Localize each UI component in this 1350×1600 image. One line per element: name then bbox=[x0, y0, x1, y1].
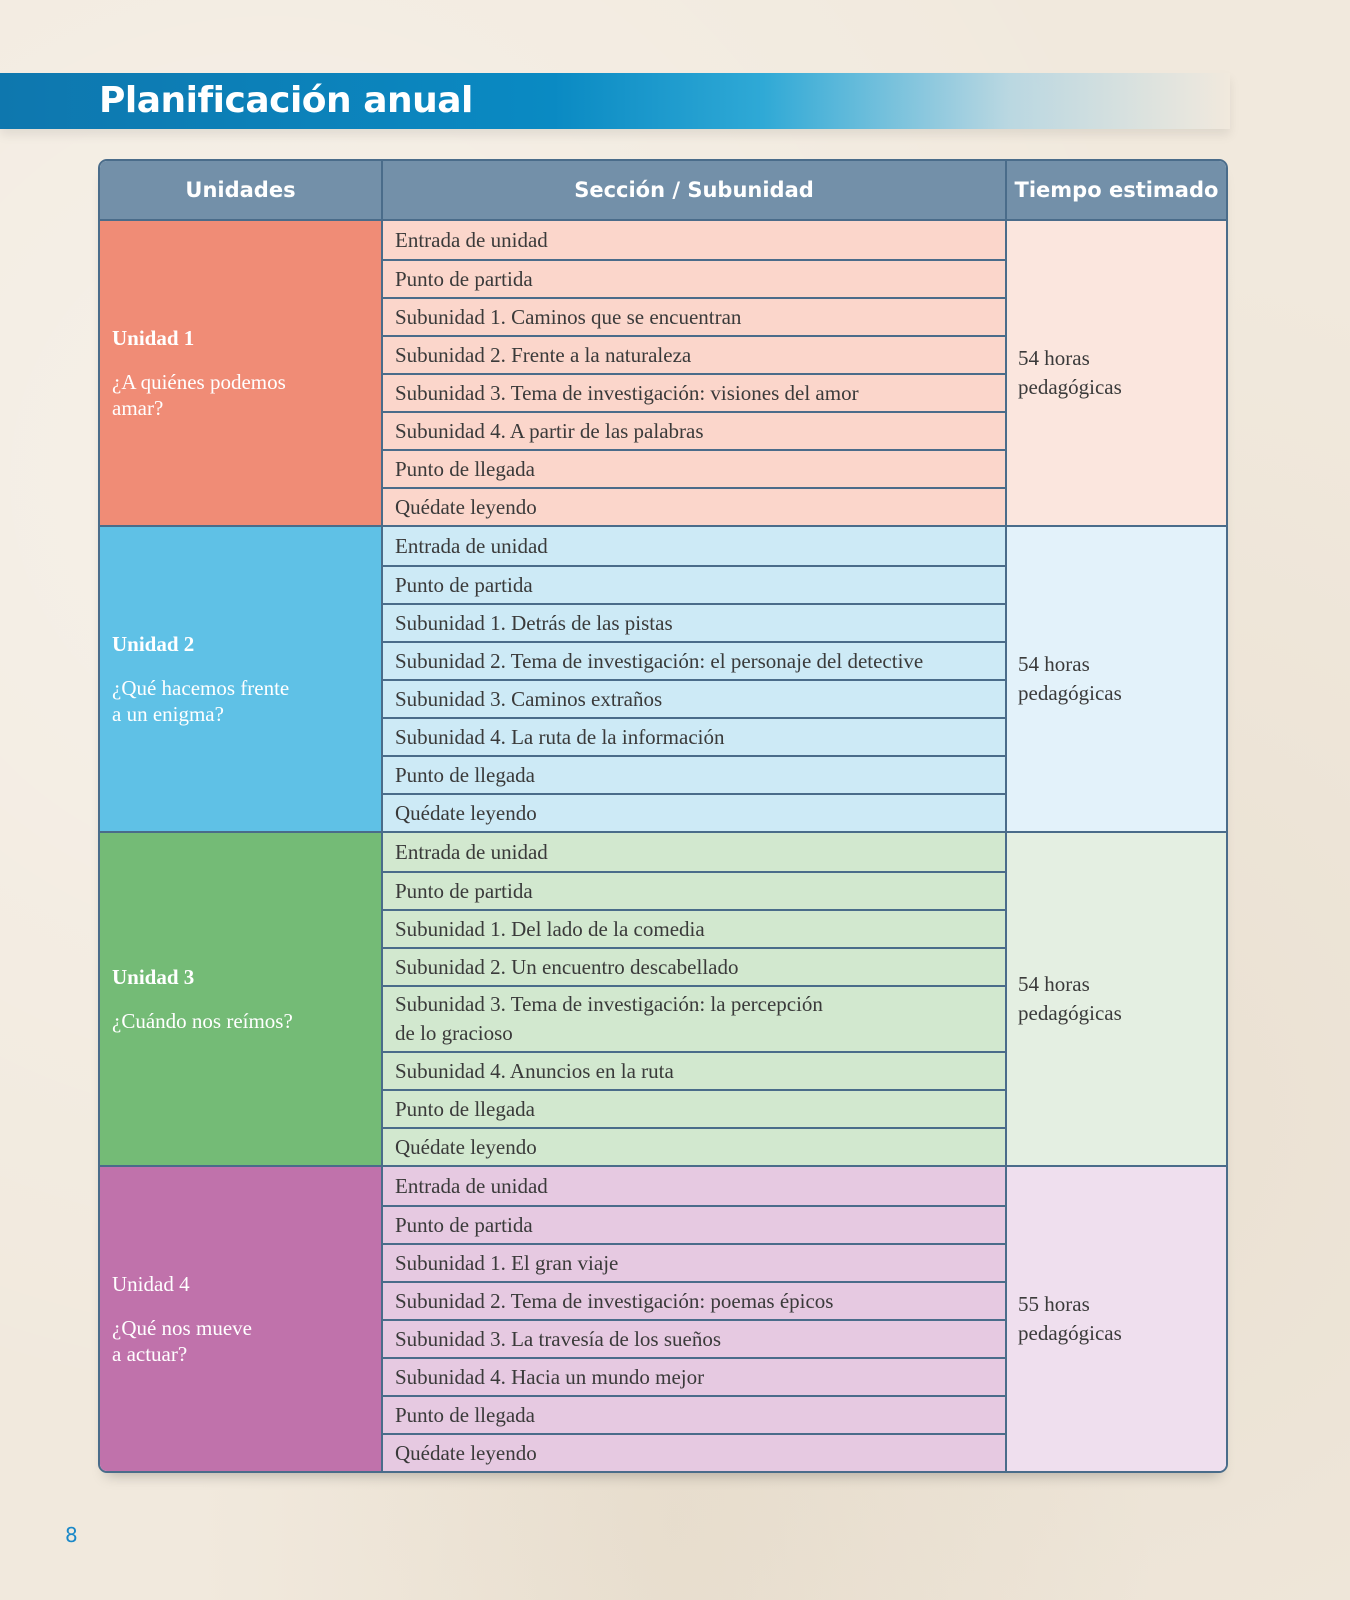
unit-block-3 bbox=[100, 831, 1226, 1165]
section-row: Subunidad 3. Tema de investigación: visiones del amor bbox=[383, 373, 1005, 411]
section-row: Entrada de unidad bbox=[383, 1167, 1005, 1205]
section-row: Subunidad 1. Del lado de la comedia bbox=[383, 909, 1005, 947]
page-number: 8 bbox=[65, 1523, 78, 1547]
section-row: Subunidad 4. Anuncios en la ruta bbox=[383, 1051, 1005, 1089]
time-estimate: 54 horas pedagógicas bbox=[1007, 221, 1226, 525]
section-row: Entrada de unidad bbox=[383, 221, 1005, 259]
unit-block-4 bbox=[100, 1165, 1226, 1471]
unit-question: ¿A quiénes podemos amar? bbox=[112, 369, 286, 420]
unit-cell bbox=[100, 221, 381, 525]
section-row: Quédate leyendo bbox=[383, 793, 1005, 831]
section-row: Subunidad 1. Caminos que se encuentran bbox=[383, 297, 1005, 335]
time-estimate: 55 horas pedagógicas bbox=[1007, 1167, 1226, 1471]
section-row: Punto de llegada bbox=[383, 755, 1005, 793]
unit-cell bbox=[100, 1167, 381, 1471]
sections-list bbox=[381, 527, 1007, 831]
section-row: Punto de partida bbox=[383, 565, 1005, 603]
unit-name: Unidad 4 bbox=[112, 1271, 190, 1296]
unit-name: Unidad 3 bbox=[112, 964, 195, 989]
section-row: Subunidad 3. Tema de investigación: la percepción de lo gracioso bbox=[383, 985, 1005, 1051]
header-units: Unidades bbox=[185, 178, 296, 202]
section-row: Punto de partida bbox=[383, 259, 1005, 297]
section-row: Entrada de unidad bbox=[383, 527, 1005, 565]
annual-plan-table bbox=[98, 159, 1228, 1473]
header-section: Sección / Subunidad bbox=[381, 161, 1005, 219]
section-row: Punto de llegada bbox=[383, 1395, 1005, 1433]
table-header bbox=[100, 161, 1226, 221]
unit-cell bbox=[100, 833, 381, 1165]
unit-name: Unidad 2 bbox=[112, 631, 195, 656]
title-banner bbox=[0, 73, 1230, 129]
section-row: Punto de partida bbox=[383, 871, 1005, 909]
section-row: Subunidad 4. Hacia un mundo mejor bbox=[383, 1357, 1005, 1395]
unit-name: Unidad 1 bbox=[112, 325, 195, 350]
section-row: Punto de llegada bbox=[383, 449, 1005, 487]
section-row: Subunidad 2. Tema de investigación: poemas épicos bbox=[383, 1281, 1005, 1319]
section-row: Subunidad 2. Frente a la naturaleza bbox=[383, 335, 1005, 373]
time-estimate: 54 horas pedagógicas bbox=[1007, 833, 1226, 1165]
unit-block-1 bbox=[100, 221, 1226, 525]
time-estimate: 54 horas pedagógicas bbox=[1007, 527, 1226, 831]
section-row: Subunidad 3. Caminos extraños bbox=[383, 679, 1005, 717]
table-body bbox=[100, 221, 1226, 1471]
sections-list bbox=[381, 833, 1007, 1165]
unit-block-2 bbox=[100, 525, 1226, 831]
sections-list bbox=[381, 221, 1007, 525]
unit-question: ¿Qué nos mueve a actuar? bbox=[112, 1315, 252, 1366]
page-title: Planificación anual bbox=[99, 80, 473, 121]
section-row: Subunidad 2. Un encuentro descabellado bbox=[383, 947, 1005, 985]
unit-cell bbox=[100, 527, 381, 831]
sections-list bbox=[381, 1167, 1007, 1471]
unit-question: ¿Cuándo nos reímos? bbox=[112, 1008, 293, 1033]
section-row: Subunidad 1. El gran viaje bbox=[383, 1243, 1005, 1281]
section-row: Punto de llegada bbox=[383, 1089, 1005, 1127]
section-row: Entrada de unidad bbox=[383, 833, 1005, 871]
unit-question: ¿Qué hacemos frente a un enigma? bbox=[112, 675, 290, 726]
section-row: Quédate leyendo bbox=[383, 1433, 1005, 1471]
header-time: Tiempo estimado bbox=[1005, 161, 1226, 219]
section-row: Subunidad 1. Detrás de las pistas bbox=[383, 603, 1005, 641]
section-row: Quédate leyendo bbox=[383, 1127, 1005, 1165]
section-row: Quédate leyendo bbox=[383, 487, 1005, 525]
section-row: Subunidad 4. A partir de las palabras bbox=[383, 411, 1005, 449]
section-row: Subunidad 2. Tema de investigación: el personaje del detective bbox=[383, 641, 1005, 679]
section-row: Subunidad 4. La ruta de la información bbox=[383, 717, 1005, 755]
section-row: Subunidad 3. La travesía de los sueños bbox=[383, 1319, 1005, 1357]
section-row: Punto de partida bbox=[383, 1205, 1005, 1243]
